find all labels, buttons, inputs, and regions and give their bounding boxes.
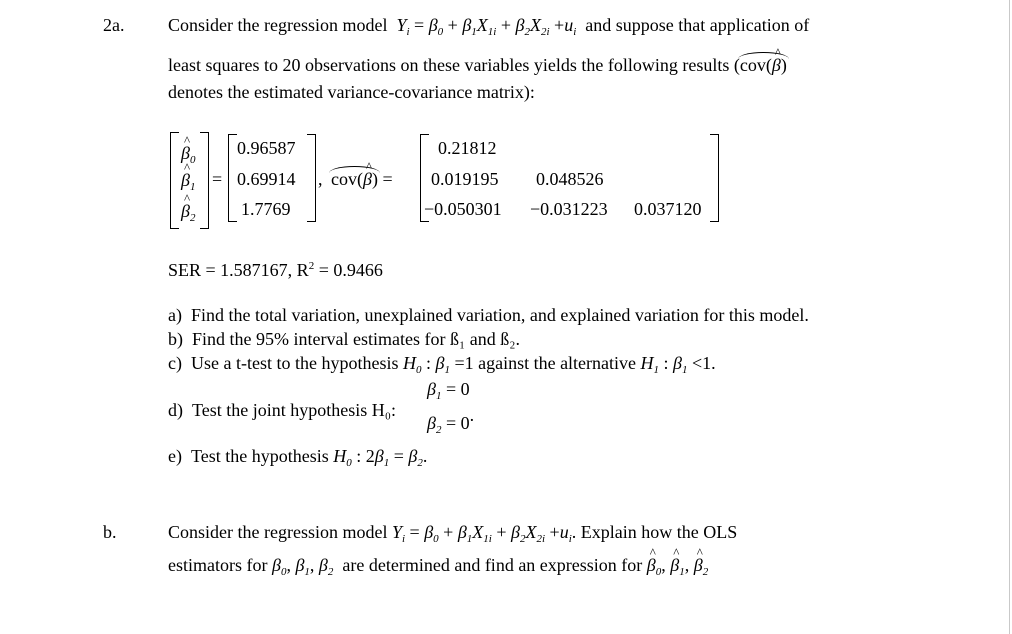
q2a-line-2: least squares to 20 observations on these variables yields the following results (cov(^ β) bbox=[168, 56, 787, 74]
q2b-line-2: estimators for $\beta_0$, $\beta_1$, $\beta_2$ are determined and find an expression for ^ $\beta_0$, ^ $\beta_1$, ^ $\beta_2$ bbox=[168, 556, 708, 574]
part-a: a) Find the total variation, unexplained variation, and explained variation for this model. bbox=[168, 305, 809, 325]
r2-value: 0.9466 bbox=[333, 260, 383, 280]
equals-sign: = bbox=[212, 169, 223, 189]
q2a-line1-pre: Consider the regression model bbox=[168, 15, 388, 35]
estimate-beta1: 0.69914 bbox=[237, 169, 296, 189]
question-label-2a: 2a. bbox=[103, 15, 125, 35]
cov-cell-2-2: 0.048526 bbox=[536, 169, 604, 189]
q2b-line-1: Consider the regression model $Y_i = \beta_0 + \beta_1X_{1i} + \beta_2X_{2i} +u_i$. Explain how the OLS bbox=[168, 522, 738, 545]
q2a-line-3: denotes the estimated variance-covariance matrix): bbox=[168, 82, 535, 102]
q2a-line-1 bbox=[168, 15, 810, 38]
cov-cell-1-1: 0.21812 bbox=[438, 138, 497, 158]
part-d: d) Test the joint hypothesis H₀: bbox=[168, 400, 397, 420]
estimate-beta0: 0.96587 bbox=[237, 138, 296, 158]
cov-cell-3-2: −0.031223 bbox=[530, 199, 608, 219]
cov-beta-hat-label: cov(^ β) = bbox=[331, 170, 393, 188]
regression-model-equation: $Y_i = \beta_0 + \beta_1X_{1i} + \beta_2X_{2i} +u_i$ bbox=[396, 15, 577, 38]
beta2-hat: ^ $\beta_2$ bbox=[181, 202, 195, 220]
estimate-beta2: 1.7769 bbox=[241, 199, 291, 219]
beta0-hat: ^ $\beta_0$ bbox=[181, 144, 195, 162]
part-d-hypothesis-bottom: $\beta_2 = 0$. bbox=[427, 405, 475, 436]
cov-cell-3-1: −0.050301 bbox=[424, 199, 502, 219]
ser-value: 1.587167 bbox=[220, 260, 288, 280]
cov-cell-2-1: 0.019195 bbox=[431, 169, 499, 189]
beta1-hat: ^ $\beta_1$ bbox=[181, 171, 195, 189]
part-e: e) Test the hypothesis $H_0$ : $2\beta_1 = \beta_2$. bbox=[168, 446, 428, 469]
stats-line: SER = 1.587167, $R^2 = 0.9466$ bbox=[168, 260, 383, 280]
question-label-b: b. bbox=[103, 522, 117, 542]
part-d-hypothesis-top: $\beta_1 = 0$ bbox=[427, 379, 470, 402]
page-edge-rule bbox=[1009, 0, 1010, 634]
q2a-line1-post: and suppose that application of bbox=[585, 15, 810, 35]
cov-cell-3-3: 0.037120 bbox=[634, 199, 702, 219]
part-b: b) Find the 95% interval estimates for ß₁ and ß₂. bbox=[168, 329, 520, 349]
comma: , bbox=[318, 169, 323, 189]
part-c: c) Use a t-test to the hypothesis $H_0$ : $\beta_1 =1$ against the alternative $H_1$ : $\beta_1 <1$. bbox=[168, 353, 716, 376]
